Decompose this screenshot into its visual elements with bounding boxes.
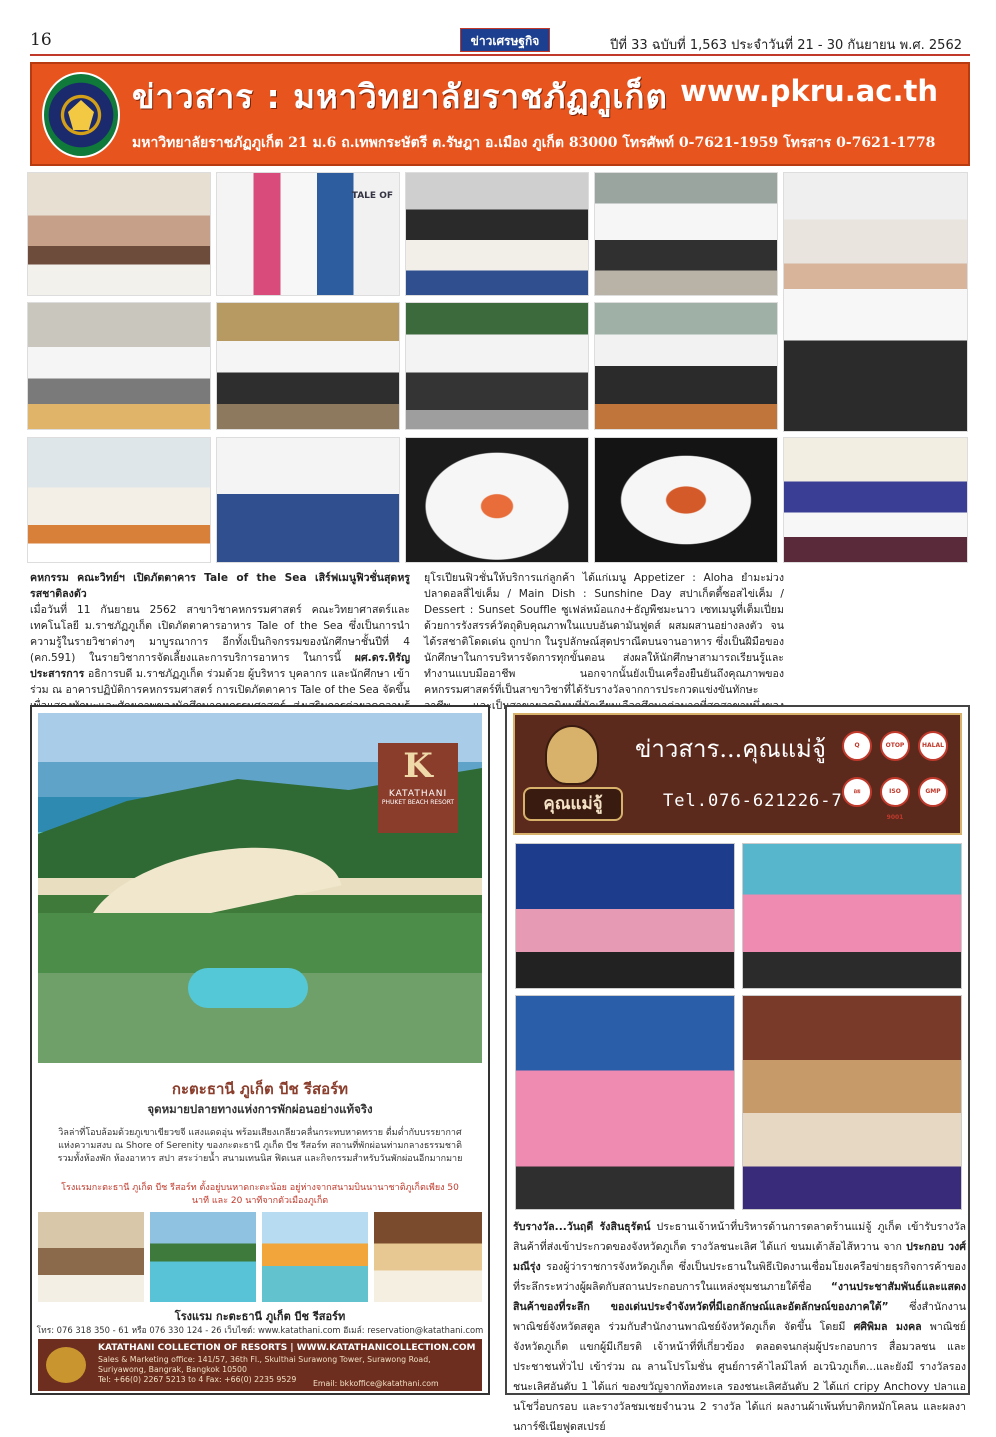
photo-group-standing [216, 172, 400, 296]
katathani-collection-logo-icon [46, 1347, 86, 1383]
ad-contact: โทร: 076 318 350 - 61 หรือ 076 330 124 - 26 เว็บไซต์: www.katathani.com อีเมล์: reservation@katathani.com [36, 1325, 484, 1335]
issue-line: ปีที่ 33 ฉบับที่ 1,563 ประจำวันที่ 21 - 30 กันยายน พ.ศ. 2562 [610, 38, 962, 53]
newspaper-masthead-logo: ข่าวเศรษฐกิจ [460, 28, 550, 52]
ad-footer-text: Sales & Marketing office: 141/57, 36th Fl., Skulthai Surawong Tower, Surawong Road, Suriyawong, Bangrak, Bangkok 10500 Tel: +66(0) 2267 5213 to 4 Fax: +66(0) 2235 9529 [98, 1355, 431, 1384]
ad-thumb-pool [150, 1212, 256, 1302]
news-person-2: ประกอบ วงศ์มณีรุ่ง [513, 1241, 967, 1273]
q-mark-badge-icon: Q [842, 731, 872, 761]
photo-chef-demo [27, 302, 211, 430]
iso-badge-icon: ISO 9001 [880, 777, 910, 807]
photo-chefs-kitchen [594, 172, 778, 296]
news-telephone: Tel.076-621226-7 [663, 791, 843, 811]
university-banner [30, 62, 970, 166]
ad-promo: โรงแรมกะตะธานี ภูเก็ต บีช รีสอร์ท ตั้งอยู่บนหาดกะตะน้อย อยู่ห่างจากสนามบินนานาชาติภูเก็ตเพียง 50 นาที และ 20 นาทีจากตัวเมืองภูเก็ต [61, 1183, 459, 1206]
news-title: ข่าวสาร...คุณแม่จู้ [635, 735, 826, 763]
news-photo-certificate [515, 995, 735, 1210]
halal-badge-icon: HALAL [918, 731, 948, 761]
news-body-1: ประธานเจ้าหน้าที่บริหารด้านการตลาดร้านแม่จู้ ภูเก็ต เข้ารับรางวัลสินค้าที่ส่งเข้าประกวดของจังหวัดภูเก็ต รางวัลชนะเลิศ ได้แก่ ขนมเต้าส้อไส้หวาน จาก [513, 1221, 966, 1253]
photo-spaghetti-plate [594, 437, 778, 563]
ad-hotel-name: โรงแรม กะตะธานี ภูเก็ต บีช รีสอร์ท [174, 1310, 346, 1323]
news-body-4: พาณิชย์จังหวัดภูเก็ต แขกผู้มีเกียรติ เจ้าหน้าที่ที่เกี่ยวข้อง ตลอดจนกลุ่มผู้ประกอบการ สื่อมวลชน และประชาชนทั่วไป เข้าร่วม ณ ลานโปรโมชั่น ศูนย์การค้าไลม์ไลท์ อเวนิวภูเก็ต...และยังมี รางวัลรองชนะเลิศอันดับ 1 ได้แก่ ของขวัญจากท้องทะเล รองชนะเลิศอันดับ 2 ได้แก่ cripy Anchovy ปลาแอนโชวี่อบกรอบ และรางวัลชมเชยจำนวน 2 รางวัล ได้แก่ ผลงานผ้าเพ้นท์บาติกหมักโคลน และผลงานการ์ซีเนียฟูดสเปรย์ [513, 1321, 966, 1433]
ad-thumbnails [38, 1212, 482, 1302]
ad-thumb-room [38, 1212, 144, 1302]
photo-dish-menu-card [27, 437, 211, 563]
photo-students-table [405, 172, 589, 296]
ad-footer [38, 1339, 482, 1391]
ad-footer-title: KATATHANI COLLECTION OF RESORTS | WWW.KATATHANICOLLECTION.COM [98, 1343, 476, 1353]
tale-of-sea-sign: TALE OF [351, 191, 393, 201]
banner-url: www.pkru.ac.th [680, 74, 938, 108]
university-seal-icon [42, 72, 120, 158]
news-body-3: ซึ่งสำนักงานพาณิชย์จังหวัดสตูล ร่วมกับสำนักงานพาณิชย์จังหวัดภูเก็ต จัดขึ้น โดยมี [513, 1301, 966, 1333]
banner-address: มหาวิทยาลัยราชภัฏภูเก็ต 21 ม.6 ถ.เทพกระษัตรี ต.รัษฎา อ.เมือง ภูเก็ต 83000 โทรศัพท์ 0-7621-1959 โทรสาร 0-7621-1778 [132, 135, 936, 151]
gmp-badge-icon: GMP [918, 777, 948, 807]
katathani-advertisement [30, 705, 490, 1395]
photo-guests-dining [27, 172, 211, 296]
article-body-1b: อธิการบดี ม.ราชภัฏภูเก็ต ร่วมด้วย ผู้บริหาร บุคลากร และนักศึกษา เข้าร่วม ณ อาคารปฏิบัติการคหกรรมศาสตร์ การเปิดภัตตาคาร Tale of the Sea จัดขึ้น [30, 668, 410, 696]
ad-thumb-restaurant [374, 1212, 482, 1302]
news-photo-product-display [742, 995, 962, 1210]
ad-thumb-kids [262, 1212, 368, 1302]
photo-table-setting [216, 437, 400, 563]
news-lead: รับรางวัล...วันฤดี รังสินธุรัตน์ [513, 1221, 651, 1233]
news-person-3: ศศิพิมล มงคล [853, 1321, 922, 1333]
news-photo-award-group [515, 843, 735, 989]
khun-mae-ju-logo [523, 723, 623, 827]
certification-badges [842, 731, 952, 821]
photo-appetizer-plate [405, 437, 589, 563]
photo-cooking-pair [216, 302, 400, 430]
page-number: 16 [30, 30, 52, 50]
news-body-2: รองผู้ว่าราชการจังหวัดภูเก็ต ซึ่งเป็นประธานในพิธีเปิดงานเชื่อมโยงเครือข่ายธุรกิจการค้าของที่ระลึกระหว่างผู้ผลิตกับสถานประกอบการในแหล่งชุมชนภายใต้ชื่อ [513, 1261, 966, 1293]
fda-badge-icon: อย [842, 777, 872, 807]
article-headline: คหกรรม คณะวิทย์ฯ เปิดภัตตาคาร Tale of the Sea เสิร์ฟเมนูฟิวชั่นสุดหรู รสชาติลงตัว [30, 572, 410, 600]
otop-badge-icon: OTOP [880, 731, 910, 761]
news-body [513, 1217, 966, 1437]
news-header [513, 713, 962, 835]
ad-tagline: จุดหมายปลายทางแห่งการพักผ่อนอย่างแท้จริง [147, 1102, 373, 1116]
article-column-2: ยุโรเปียนฟิวชั่นให้บริการแก่ลูกค้า ได้แก่เมนู Appetizer : Aloha ยำมะม่วงปลาดอลลี่ไข่เค็ม / Main Dish : Sunshine Day สปาเก็ตตี้ซอสไข่เค็ม / Dessert : Sunset Souffle ซูเฟล่หม้อแกง+ธัญพืชมะนาว เซทเมนูที่เต็มเปี่ยมด้วยการรังสรรค์วัตถุดิบคุณภาพในแบบอันดามันฟูดส์ ผสมผสานอย่างลงตัว จนได้รสชาติโดดเด่น ถูกปาก ในรูปลักษณ์สุดปราณีตบนจานอาหาร ซึ่งเป็นฝีมือของนักศึกษาในการบริหารจัดการทุกขั้นตอน ส่งผลให้นักศึกษาสามารถเรียนรู้และทำงานแบบมืออาชีพ นอกจากนั้นยังเป็นเครื่องยืนยันถึงคุณภาพของคหกรรมศาสตร์ที่เป็นสาขาวิชาที่ได้รับรางวัลจากการประกวดแข่งขันทักษะ [424, 572, 784, 696]
article-body-1: เมื่อวันที่ 11 กันยายน 2562 สาขาวิชาคหกรรมศาสตร์ คณะวิทยาศาสตร์และเทคโนโลยี ม.ราชภัฏภูเก็ต เปิดภัตตาคารอาหาร Tale of the Sea ซึ่งเป็นการนำความรู้ในรายวิชาต่างๆ มาบูรณาการ อีกทั้งเป็นกิจกรรมของนักศึกษาชั้นปีที่ 4 (คก.591) ในรายวิชาการจัดเลี้ยงและการบริการอาหาร ในการนี้ [30, 604, 410, 664]
ad-headline: กะตะธานี ภูเก็ต บีช รีสอร์ท [171, 1080, 349, 1098]
katathani-logo: K KATATHANI PHUKET BEACH RESORT [378, 743, 458, 833]
logo-label: คุณแม่จู้ [523, 787, 623, 821]
photo-student-pouring [405, 302, 589, 430]
article-person-name: ผศ.ดร.หิรัญ ประสารการ [30, 652, 410, 680]
photo-student-pan [594, 302, 778, 430]
news-photo-trophy [742, 843, 962, 989]
page-header [30, 28, 970, 56]
portrait-icon [545, 725, 599, 785]
photo-chef-with-plate [783, 172, 968, 432]
ad-body: วิลล่าที่โอบล้อมด้วยภูเขาเขียวขจี แสงแดดอุ่น พร้อมเสียงเกลียวคลื่นกระทบหาดทราย ดื่มด่ำกับบรรยากาศแห่งความสงบ ณ Shore of Serenity ของกะตะธานี ภูเก็ต บีช รีสอร์ท สถานที่พักผ่อนท่ามกลางธรรมชาติ รวมทั้งห้องพัก ห้องอาหาร สปา สระว่ายน้ำ สนามเทนนิส ฟิตเนส และกิจกรรมสำหรับวันพักผ่อนอีกมากมาย [57, 1128, 463, 1164]
banner-title: ข่าวสาร : มหาวิทยาลัยราชภัฏภูเก็ต [132, 77, 668, 116]
article-tale-of-the-sea [30, 570, 960, 698]
photo-dessert-drink [783, 437, 968, 563]
ad-footer-email: Email: bkkoffice@katathani.com [313, 1379, 439, 1388]
ad-beach-photo [38, 713, 482, 1063]
news-event-name: “งานประชาสัมพันธ์และแสดงสินค้าของที่ระลึก ของเด่นประจำจังหวัดที่มีเอกลักษณ์และอัตลักษณ์ของภาคใต้” [513, 1281, 966, 1313]
khun-mae-ju-news [505, 705, 970, 1433]
